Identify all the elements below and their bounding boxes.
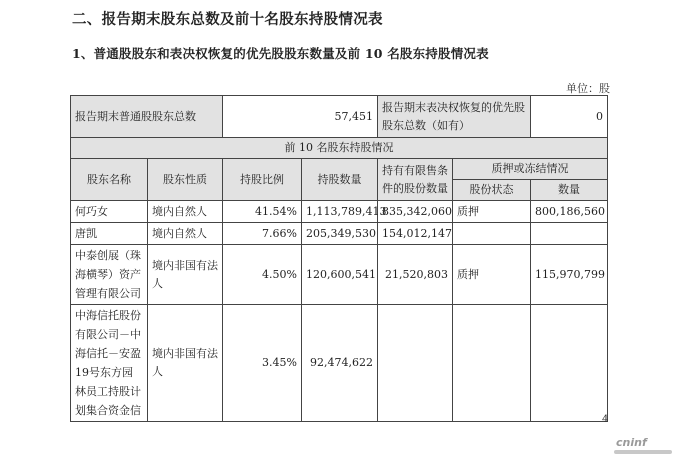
col-header-restricted: 持有有限售条件的股份数量 [378, 159, 453, 201]
pledge-status [453, 223, 531, 245]
page-number: 4 [602, 414, 609, 425]
pledge-qty [531, 305, 608, 422]
shareholder-nature: 境内自然人 [148, 201, 223, 223]
holding-qty: 1,113,789,413 [302, 201, 378, 223]
shareholder-table [70, 95, 608, 422]
pledge-status: 质押 [453, 201, 531, 223]
shareholder-nature: 境内自然人 [148, 223, 223, 245]
shareholder-name: 中泰创展（珠海横琴）资产管理有限公司 [71, 245, 148, 305]
shareholder-name: 中海信托股份有限公司－中海信托－安盈19号东方园林员工持股计划集合资金信 [71, 305, 148, 422]
watermark-bar [614, 450, 672, 454]
watermark-logo: cninf [616, 436, 647, 449]
restricted-qty: 21,520,803 [378, 245, 453, 305]
pledge-status [453, 305, 531, 422]
holding-qty: 205,349,530 [302, 223, 378, 245]
holding-qty: 92,474,622 [302, 305, 378, 422]
holding-qty: 120,600,541 [302, 245, 378, 305]
common-shareholders-value: 57,451 [223, 96, 378, 138]
table-row [71, 245, 608, 305]
shareholder-name: 何巧女 [71, 201, 148, 223]
shareholder-nature: 境内非国有法人 [148, 245, 223, 305]
section-title-row [71, 138, 608, 159]
col-header-pledge-group: 质押或冻结情况 [453, 159, 608, 180]
col-header-pledge-status: 股份状态 [453, 180, 531, 201]
col-header-qty: 持股数量 [302, 159, 378, 201]
pledge-status: 质押 [453, 245, 531, 305]
section-title: 前 10 名股东持股情况 [71, 138, 608, 159]
common-shareholders-label: 报告期末普通股股东总数 [71, 96, 223, 138]
unit-label: 单位：股 [566, 82, 610, 95]
holding-ratio: 4.50% [223, 245, 302, 305]
col-header-name: 股东名称 [71, 159, 148, 201]
restricted-qty: 835,342,060 [378, 201, 453, 223]
subsection-heading: 1、普通股股东和表决权恢复的优先股股东数量及前 10 名股东持股情况表 [72, 46, 489, 61]
restricted-qty [378, 305, 453, 422]
preferred-shareholders-value: 0 [531, 96, 608, 138]
table-row [71, 201, 608, 223]
pledge-qty: 800,186,560 [531, 201, 608, 223]
shareholder-nature: 境内非国有法人 [148, 305, 223, 422]
pledge-qty [531, 223, 608, 245]
col-header-ratio: 持股比例 [223, 159, 302, 201]
col-header-nature: 股东性质 [148, 159, 223, 201]
holding-ratio: 41.54% [223, 201, 302, 223]
restricted-qty: 154,012,147 [378, 223, 453, 245]
holding-ratio: 7.66% [223, 223, 302, 245]
col-header-pledge-qty: 数量 [531, 180, 608, 201]
holding-ratio: 3.45% [223, 305, 302, 422]
preferred-shareholders-label: 报告期末表决权恢复的优先股股东总数（如有） [378, 96, 531, 138]
summary-row [71, 96, 608, 138]
header-row [71, 159, 608, 180]
section-heading: 二、报告期末股东总数及前十名股东持股情况表 [72, 11, 383, 28]
table-row [71, 223, 608, 245]
pledge-qty: 115,970,799 [531, 245, 608, 305]
table-row [71, 305, 608, 422]
shareholder-name: 唐凯 [71, 223, 148, 245]
